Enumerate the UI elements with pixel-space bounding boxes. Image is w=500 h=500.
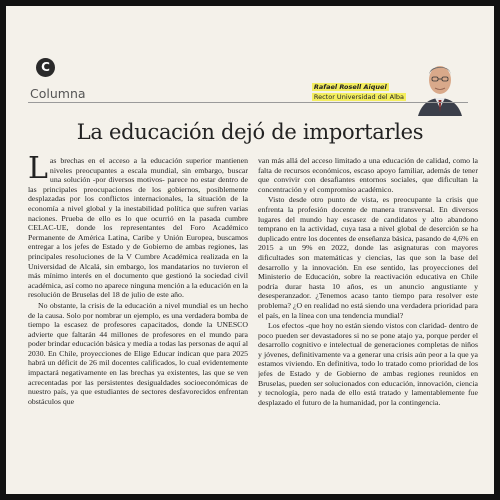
article-paragraph: No obstante, la crisis de la educación a nivel mundial es un hecho de la causa. Solo por nombrar un ejemplo, es una verdadera bomba de tiempo la escasez de profesores capacitados, donde la UNESCO advierte que faltarán 44 millones de profesores en el mundo para poder brindar educación básica y media a todas las personas de aquí al 2030. En Chile, proyecciones de Elige Educar indican que para 2025 habrá un déficit de 26 mil docentes calificados, lo cual evidentemente impactará negativamente en las brechas ya existentes, las que se ven acrecentadas por las persistentes desigualdades socioeconómicas de nuestro país, ya que estudiantes de sectores desfavorecidos enfrentan obstáculos que (28, 300, 248, 406)
author-name: Rafael Rosell Aiquel (313, 83, 387, 91)
article-paragraph: Los efectos -que hoy no están siendo vistos con claridad- dentro de poco pueden ser devastadores si no se pone atajo ya, porque perder el desarrollo cognitivo e intelectual de generaciones completas de niños y jóvenes, definitivamente va a generar una crisis aún peor a la que ya estamos viviendo. En definitiva, todo lo tratado como prioridad de los jefes de Estado y de Gobierno de ambas regiones reunidos en Bruselas, pueden ser solucionados con educación, innovación, ciencia y tecnología, pero nada de ello está tratado y lamentablemente fue desplazado el futuro de la humanidad, por la contingencia. (258, 321, 478, 407)
author-byline (312, 82, 406, 102)
article-column-right (258, 156, 478, 486)
section-label: Columna (30, 86, 86, 101)
article-paragraph: Las brechas en el acceso a la educación superior mantienen niveles preocupantes a escala mundial, sin embargo, buscar una solución -por diversos motivos- parece no estar dentro de las principales preocupaciones de los gobiernos, posiblemente desplazadas por los conflictos internacionales, la situación de la economía a nivel global y la inestabilidad política que sufren varias naciones. Prueba de ello es lo que ocurrió en la pasada cumbre CELAC-UE, donde los representantes del Foro Académico Permanente de América Latina, Caribe y Unión Europea, buscamos entregar a los jefes de Estado y de Gobierno de ambas regiones, las principales resoluciones de la V Cumbre Académica realizada en la Universidad de Alcalá, sin embargo, los mandatarios no tuvieron el más mínimo interés en el documento que gestionó la sociedad civil académica, así como no aparece ninguna mención a la educación en la resolución de Bruselas del 18 de julio de este año. (28, 156, 248, 300)
article-title: La educación dejó de importarles (76, 120, 424, 144)
drop-cap: L (28, 156, 48, 186)
author-photo (414, 58, 466, 116)
article-paragraph: van más allá del acceso limitado a una educación de calidad, como la falta de recursos económicos, escaso apoyo familiar, además de tener que convivir con desafiantes entornos sociales, que dificultan la concentración y el compromiso académico. (258, 156, 478, 194)
header-divider (28, 102, 468, 103)
article-paragraph: Visto desde otro punto de vista, es preocupante la crisis que enfrenta la profesión docente de manera transversal. En diversos lugares del mundo hay escasez de candidatos y alto abandono temprano en la actividad, cuya tasa a nivel global de deserción se ha duplicado entre los docentes de enseñanza básica, pasando de 4,6% en 2015 a un 9% en 2022, donde las asignaturas con mayores dificultades son matemáticas y ciencias, las que son la base del desarrollo y la innovación. En ese sentido, las proyecciones del Ministerio de Educación, sobre la reactivación educativa en Chile podría durar hasta 10 años, es un anuncio angustiante y desesperanzador. ¿Tenemos acaso tanto tiempo para resolver este problema? ¿O en realidad no está siendo una verdadera prioridad para el país, en la línea con una tendencia mundial? (258, 195, 478, 320)
column-badge-icon: C (36, 58, 55, 77)
newspaper-page (6, 6, 494, 494)
author-role: Rector Universidad del Alba (313, 93, 404, 101)
article-column-left (28, 156, 248, 486)
